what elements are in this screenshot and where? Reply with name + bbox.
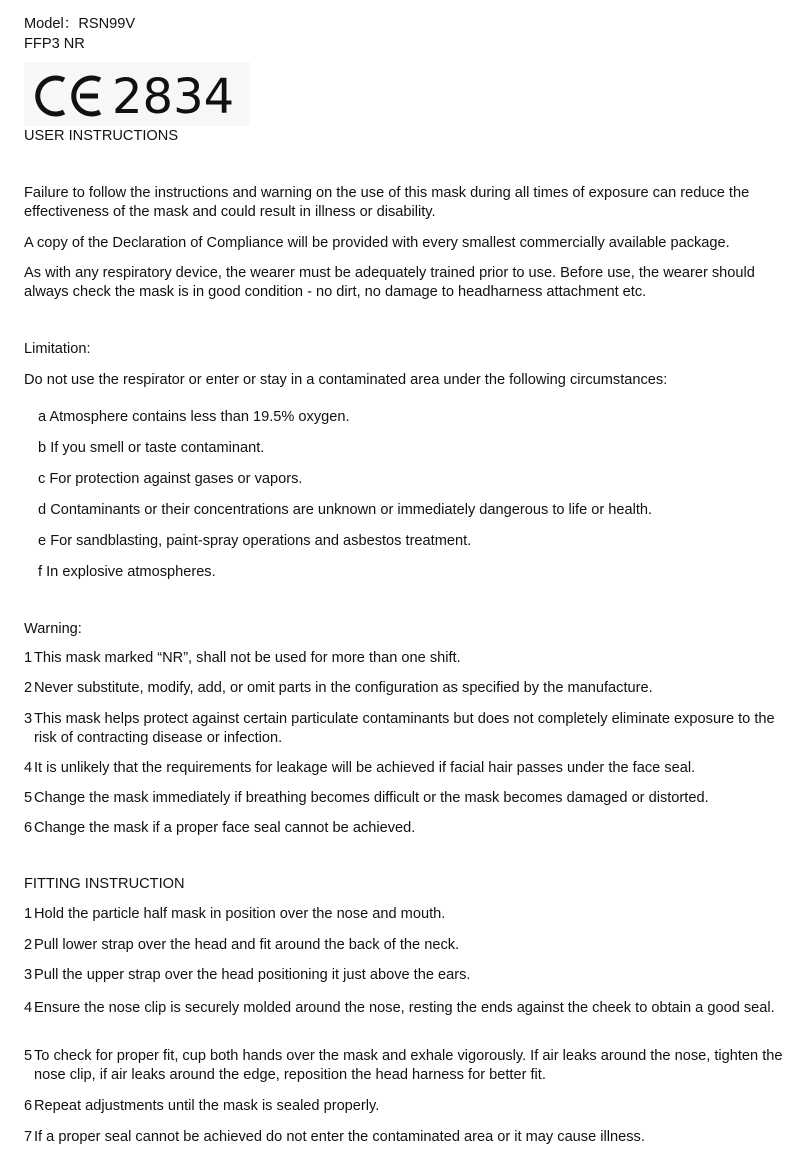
warning-heading: Warning: [24,621,82,637]
warning-item: 2 Never substitute, modify, add, or omit parts in the configuration as specified by the manufacture. [24,680,653,696]
intro-paragraph-3: As with any respiratory device, the wearer must be adequately trained prior to use. Before use, the wearer should always check the mask is in good condition - no dirt, no damage to headharness attachment etc. [24,265,755,300]
ce-number: 2834 [112,69,235,125]
fitting-item: 3 Pull the upper strap over the head positioning it just above the ears. [24,967,471,983]
fitting-item: 5 To check for proper fit, cup both hands over the mask and exhale vigorously. If air leaks around the nose, tighten the nose clip, if air leaks around the edge, reposition the head harness for better fit. [24,1048,783,1083]
page-title: USER INSTRUCTIONS [24,128,179,144]
fitting-item: 6 Repeat adjustments until the mask is sealed properly. [24,1098,380,1114]
warning-item: 1 This mask marked “NR”, shall not be used for more than one shift. [24,650,461,666]
intro-paragraph-1: Failure to follow the instructions and warning on the use of this mask during all times of exposure can reduce the effectiveness of the mask and could result in illness or disability. [24,185,750,220]
warning-item: 4 It is unlikely that the requirements for leakage will be achieved if facial hair passes under the face seal. [24,760,696,776]
limitation-item: e For sandblasting, paint-spray operations and asbestos treatment. [38,533,472,549]
limitation-heading: Limitation: [24,341,91,357]
intro-paragraph-2: A copy of the Declaration of Compliance will be provided with every smallest commercially available package. [24,235,730,251]
limitation-item: b If you smell or taste contaminant. [38,440,265,456]
limitation-item: a Atmosphere contains less than 19.5% oxygen. [38,409,350,425]
warning-item: 5 Change the mask immediately if breathing becomes difficult or the mask becomes damaged or distorted. [24,790,709,806]
fitting-item: 2 Pull lower strap over the head and fit around the back of the neck. [24,937,460,953]
fitting-heading: FITTING INSTRUCTION [24,876,185,892]
fitting-item: 7 If a proper seal cannot be achieved do not enter the contaminated area or it may cause illness. [24,1129,645,1145]
fitting-item: 4 Ensure the nose clip is securely molded around the nose, resting the ends against the cheek to obtain a good seal. [24,1000,775,1016]
warning-item: 6 Change the mask if a proper face seal cannot be achieved. [24,820,416,836]
fitting-item: 1 Hold the particle half mask in position over the nose and mouth. [24,906,446,922]
limitation-item: f In explosive atmospheres. [38,564,216,580]
limitation-lead: Do not use the respirator or enter or stay in a contaminated area under the following circumstances: [24,372,668,388]
class-label: FFP3 NR [24,36,85,52]
ce-2834-logo [24,62,250,126]
warning-item: 3 This mask helps protect against certain particulate contaminants but does not completely eliminate exposure to the risk of contracting disease or infection. [24,711,775,746]
limitation-item: d Contaminants or their concentrations are unknown or immediately dangerous to life or health. [38,502,653,518]
limitation-item: c For protection against gases or vapors. [38,471,303,487]
model-label: Model：RSN99V [24,16,136,32]
